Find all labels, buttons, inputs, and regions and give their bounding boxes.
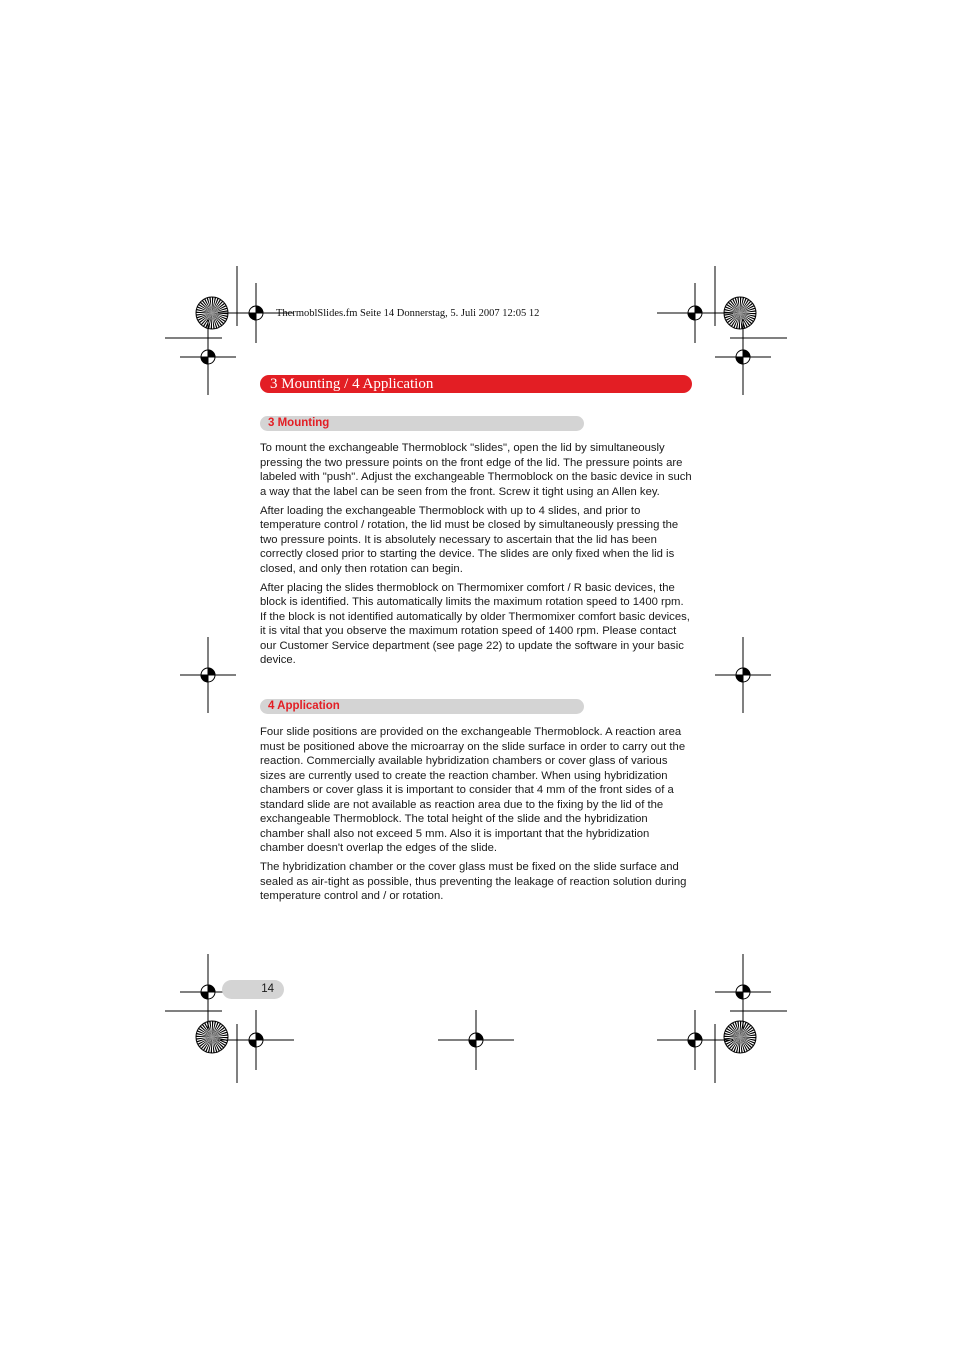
registration-mark-icon: [180, 637, 236, 713]
paragraph: To mount the exchangeable Thermoblock "slides", open the lid by simultaneously pressing the two pressure points on the front edge of the lid. The pressure points are labeled with "push". Adjust the exchangeable Thermoblock on the basic device in such a way that the label can be seen from the front. Screw it tight using an Allen key.: [260, 442, 692, 498]
print-header: ThermoblSlides.fm Seite 14 Donnerstag, 5. Juli 2007 12:05 12: [276, 308, 540, 319]
color-wheel-icon: [196, 1021, 228, 1053]
section-body-mounting: [260, 441, 692, 672]
registration-mark-icon: [657, 283, 733, 343]
paragraph: Four slide positions are provided on the exchangeable Thermoblock. A reaction area must be positioned above the microarray on the slide surface in order to carry out the reaction. Commercially available hybridization chambers or cover glass of various sizes are currently used to create the reaction chamber. When using hybridization chambers or cover glass it is important to consider that 4 mm of the front sides of a standard slide are not available as reaction area due to the fixing by the lid of the exchangeable Thermoblock. The total height of the slide and the hybridization chamber shall also not exceed 5 mm. Also it is important that the hybridization chamber doesn't overlap the edges of the slide.: [260, 726, 686, 854]
color-wheel-icon: [724, 1021, 756, 1053]
registration-mark-icon: [715, 319, 771, 395]
section-heading-application: 4 Application: [260, 699, 584, 714]
paragraph: The hybridization chamber or the cover glass must be fixed on the slide surface and sealed as air-tight as possible, thus preventing the leakage of reaction solution during temperature control and / or rotation.: [260, 861, 687, 902]
registration-mark-icon: [715, 637, 771, 713]
chapter-title: 3 Mounting / 4 Application: [260, 375, 692, 393]
section-heading-mounting: 3 Mounting: [260, 416, 584, 431]
section-body-application: [260, 725, 692, 908]
registration-mark-icon: [218, 1010, 294, 1070]
color-wheel-icon: [196, 297, 228, 329]
page-number: 14: [222, 980, 284, 999]
registration-mark-icon: [180, 319, 236, 395]
paragraph: After loading the exchangeable Thermoblock with up to 4 slides, and prior to temperature control / rotation, the lid must be closed by simultaneously pressing the two pressure points. It is absolutely necessary to ascertain that the lid has been correctly closed prior to starting the device. The slides are only fixed when the lid is closed, and only then rotation can begin.: [260, 504, 679, 575]
registration-mark-icon: [657, 1010, 733, 1070]
paragraph: After placing the slides thermoblock on Thermomixer comfort / R basic devices, the block is identified. This automatically limits the maximum rotation speed to 1400 rpm. If the block is not identified automatically by older Thermomixer comfort basic devices, it is vital that you observe the maximum rotation speed of 1400 rpm. Please contact our Customer Service department (see page 22) to update the software in your basic device.: [260, 581, 690, 666]
registration-mark-icon: [438, 1010, 514, 1070]
color-wheel-icon: [724, 297, 756, 329]
registration-mark-icon: [715, 954, 771, 1030]
